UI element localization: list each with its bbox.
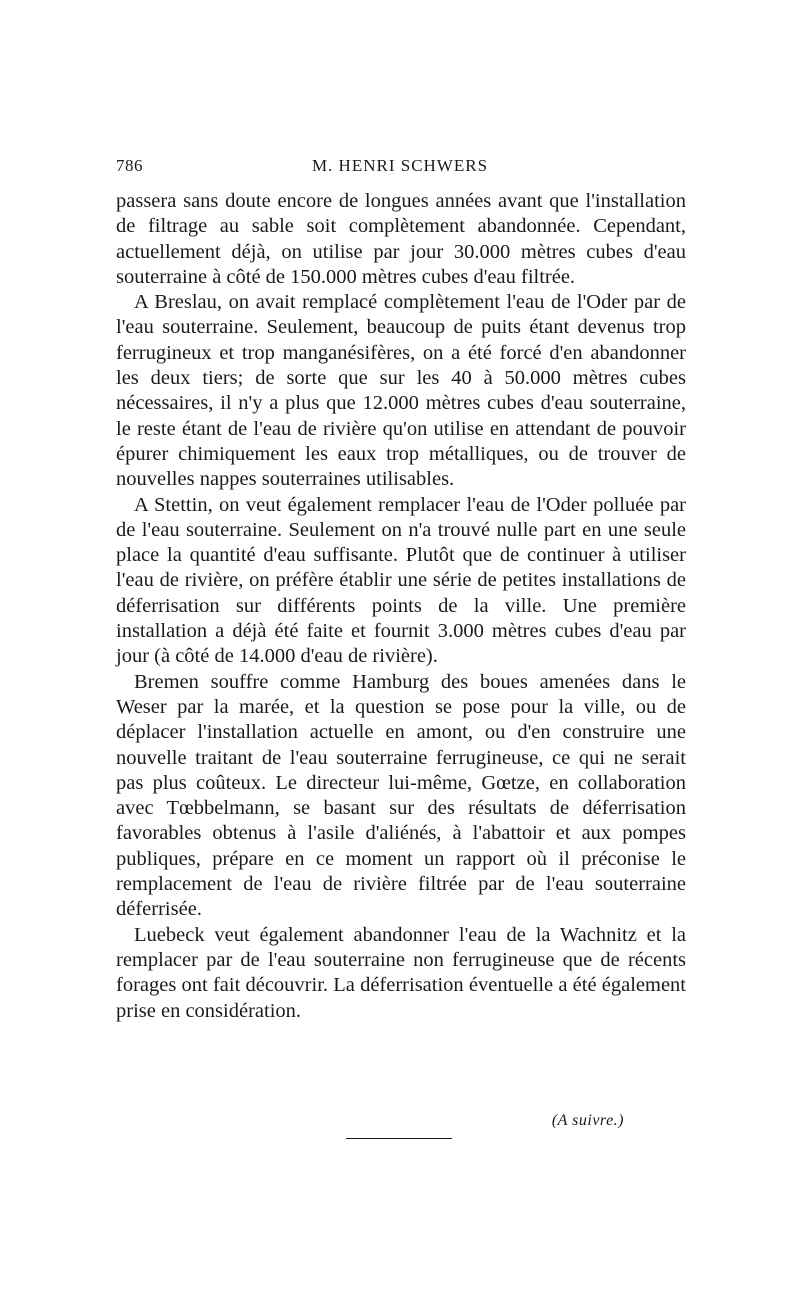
page-number: 786 <box>116 156 143 175</box>
paragraph: passera sans doute encore de longues années avant que l'installation de filtrage au sable soit complètement abandonnée. Cependant, actuellement déjà, on utilise par jour 30.000 mètres cubes d'eau souterraine à côté de 150.000 mètres cubes d'eau filtrée. <box>116 190 686 288</box>
to-be-continued-note: (A suivre.) <box>551 1112 624 1129</box>
article-body <box>116 189 686 1024</box>
paragraph: A Stettin, on veut également remplacer l'eau de l'Oder polluée par de l'eau souterraine. Seulement on n'a trouvé nulle part en une seule place la quantité d'eau suffisante. Plutôt que de continuer à utiliser l'eau de rivière, on préfère établir une série de petites installations de déferrisation sur différents points de la ville. Une première installation a déjà été faite et fournit 3.000 mètres cubes d'eau par jour (à côté de 14.000 d'eau de rivière). <box>116 493 686 668</box>
end-rule-divider <box>346 1138 452 1139</box>
paragraph: A Breslau, on avait remplacé complètement l'eau de l'Oder par de l'eau souterraine. Seulement, beaucoup de puits étant devenus trop ferrugineux et trop manganésifères, on a été forcé d'en abandonner les deux tiers; de sorte que sur les 40 à 50.000 mètres cubes nécessaires, il n'y a plus que 12.000 mètres cubes d'eau souterraine, le reste étant de l'eau de rivière qu'on utilise en attendant de pouvoir épurer chimiquement les eaux trop métalliques, ou de trouver de nouvelles nappes souterraines utilisables. <box>116 291 686 491</box>
paragraph: Bremen souffre comme Hamburg des boues amenées dans le Weser par la marée, et la question se pose pour la ville, ou de déplacer l'installation actuelle en amont, ou d'en construire une nouvelle traitant de l'eau souterraine ferrugineuse, ce qui ne serait pas plus coûteux. Le directeur lui-même, Gœtze, en collaboration avec Tœbbelmann, se basant sur des résultats de déferrisation favorables obtenus à l'asile d'aliénés, à l'abattoir et aux pompes publiques, prépare en ce moment un rapport où il préconise le remplacement de l'eau de rivière filtrée par de l'eau souterraine déferrisée. <box>116 670 686 921</box>
paragraph: Luebeck veut également abandonner l'eau de la Wachnitz et la remplacer par de l'eau souterraine non ferrugineuse que de récents forages ont fait découvrir. La déferrisation éventuelle a été également prise en considération. <box>116 923 686 1022</box>
running-title: M. HENRI SCHWERS <box>311 156 489 175</box>
